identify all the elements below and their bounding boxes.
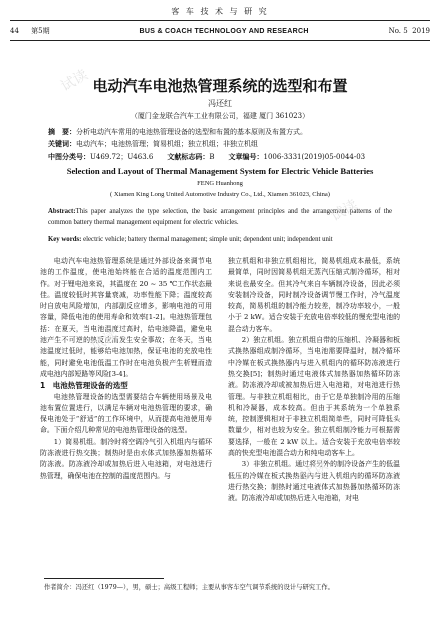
intro-paragraph: 电动汽车电池热管理系统是通过外部设备来调节电池的工作温度，使电池始终能在合适的温度范围内工作。对于锂电池来说，其温度在 20 ~ 35 ℃工作状态最佳。温度较低时其容量衰减，功率性能下降；温度较高时自放电风险增加，内部副反应增多，影响电池的可用容量，降低电池的使用寿命和效率[1-2]。电池热管理包括：在夏天，当电池温度过高时，给电池降温，避免电池产生不可逆的热反应而发生安全事故；在冬天，当电池温度过低时，能够给电池加热，保证电池的充放电性能，同时避免电池低温工作时在电池负极产生析锂而造成电池内部短路等风险[3-4]。	[40, 257, 212, 378]
year-label: 2019	[412, 27, 430, 35]
clc-label: 中图分类号：	[48, 153, 90, 161]
header-rule-thick	[10, 40, 430, 41]
right-paragraph-2: 2）独立机组。独立机组自带的压缩机、冷凝器和板式换热器组成制冷循环，当电池需要降温时，制冷循环中冷媒在板式换热器内与进入机组内的循环防冻液进行热交换[5]；制热时通过电液体式加热器加热循环防冻液。防冻液冷却或被加热后进入电池箱，对电池进行热管理。与非独立机组相比，由于它是单独制冷用的压缩机和冷凝器，成本较高。但由于其系统为一个单独系统，控制逻辑相对于非独立机组简单些，同时可降低头数量少，相对也较为安全。独立机组制冷能力可根据需要选择，一般在 2 kW 以上。适合安装于充放电倍率较高的快充型电池混合动力和纯电动客车上。	[228, 336, 400, 458]
right-paragraph-1: 独立机组和非独立机组相比，简易机组成本最低，系统最简单，同时因简易机组无蒸汽压缩式制冷循环，相对来说也最安全。但其冷气来自车辆制冷设备，因此必须安装制冷设备，同时制冷设备调节慢工作时，冷气温度较高，简易机组的制冷能力较差，制冷功率较小，一般小于 2 kW。适合安装于充放电倍率较低的慢充型电池的混合动力客车。	[228, 257, 400, 333]
footnote-rule	[44, 578, 164, 579]
author-en: FENG Huanhong	[197, 180, 243, 187]
issue-label: No. 5	[388, 27, 408, 35]
keywords-cn-label: 关键词：	[48, 140, 76, 148]
abstract-cn-label: 摘 要：	[48, 128, 76, 136]
page-number: 44	[10, 27, 19, 35]
classification-row	[48, 152, 392, 162]
keywords-cn-text: 电动汽车；电池热管理；简易机组；独立机组；非独立机组	[76, 140, 258, 148]
paper-title-en: Selection and Layout of Thermal Management System for Electric Vehicle Batteries	[66, 166, 374, 176]
abstract-cn-text: 分析电动汽车常用的电池热管理设备的选型和布置的基本原则及布置方式。	[76, 128, 307, 136]
keywords-en-label: Key words:	[48, 236, 82, 243]
watermark: 试读	[327, 196, 361, 224]
doc-code-entry	[167, 152, 214, 162]
section-heading-1: 1 电池热管理设备的选型	[40, 381, 128, 391]
watermark: 试读	[57, 66, 91, 94]
watermark: 试读	[87, 326, 121, 354]
article-id-value: 1006-3331(2019)05-0044-03	[263, 153, 366, 161]
keywords-en	[48, 236, 392, 243]
article-id-entry	[229, 152, 366, 162]
journal-name-en: BUS & COACH TECHNOLOGY AND RESEARCH	[139, 27, 309, 35]
author-cn: 冯还红	[208, 99, 232, 108]
clc-value: U469.72；U463.6	[90, 153, 154, 161]
right-paragraph-3: 3）非独立机组。通过将另外的制冷设备产生的低温低压的冷媒在板式换热器内与进入机组内的循环防冻液进行热交换；制热时通过电液体式加热器加热循环防冻液。防冻液冷却或加热后进入电池箱，对电	[228, 460, 400, 503]
header-left	[10, 26, 60, 36]
running-header-journal-cn: 客 车 技 术 与 研 究	[171, 7, 269, 16]
abstract-en	[48, 206, 392, 228]
running-header	[10, 25, 430, 37]
doc-code-label: 文献标志码：	[167, 153, 210, 161]
clc-entry	[48, 152, 153, 162]
doc-code-value: B	[209, 153, 215, 161]
affiliation-cn: （厦门金龙联合汽车工业有限公司，福建 厦门 361023）	[130, 112, 310, 120]
keywords-cn	[48, 139, 392, 149]
author-footnote: 作者简介：冯还红（1979—），男，硕士；高级工程师；主要从事客车空气调节系统的设计与研究工作。	[44, 584, 334, 591]
watermark: 试读	[297, 456, 331, 484]
header-right	[389, 27, 430, 35]
abstract-en-text: This paper analyzes the type selection, the basic arrangement principles and the arrangement patterns of the common battery thermal management equipment for electric vehicles.	[48, 208, 392, 226]
section1-paragraph-1: 电池热管理设备的选型需要结合车辆使用场景及电池布置位置进行，以满足车辆对电池热管理的要求，确保电池处于“舒适”的工作环境中，从而提高电池使用寿命。下面介绍几种常见的电池热管理设备的选型。	[40, 392, 212, 435]
keywords-en-text: electric vehicle; battery thermal management; simple unit; dependent unit; independent unit	[83, 236, 333, 243]
paper-title-cn: 电动汽车电池热管理系统的选型和布置	[92, 77, 348, 95]
article-id-label: 文章编号：	[228, 153, 264, 161]
volume-label: 第5期	[31, 27, 50, 35]
body-right-column	[228, 256, 400, 505]
section1-paragraph-2: 1）简易机组。制冷时将空调冷气引入机组内与循环防冻液进行热交换；制热时是由水体式加热器加热循环防冻液。防冻液冷却或加热后进入电池箱，对电池进行热管理，确保电池在控制的温度范围内。与	[40, 437, 212, 480]
header-rule-thin	[10, 20, 430, 21]
affiliation-en: ( Xiamen King Long United Automotive Industry Co., Ltd., Xiamen 361023, China)	[110, 191, 330, 198]
abstract-en-label: Abstract:	[48, 208, 76, 215]
abstract-cn	[48, 127, 392, 138]
body-left-column	[40, 256, 212, 482]
